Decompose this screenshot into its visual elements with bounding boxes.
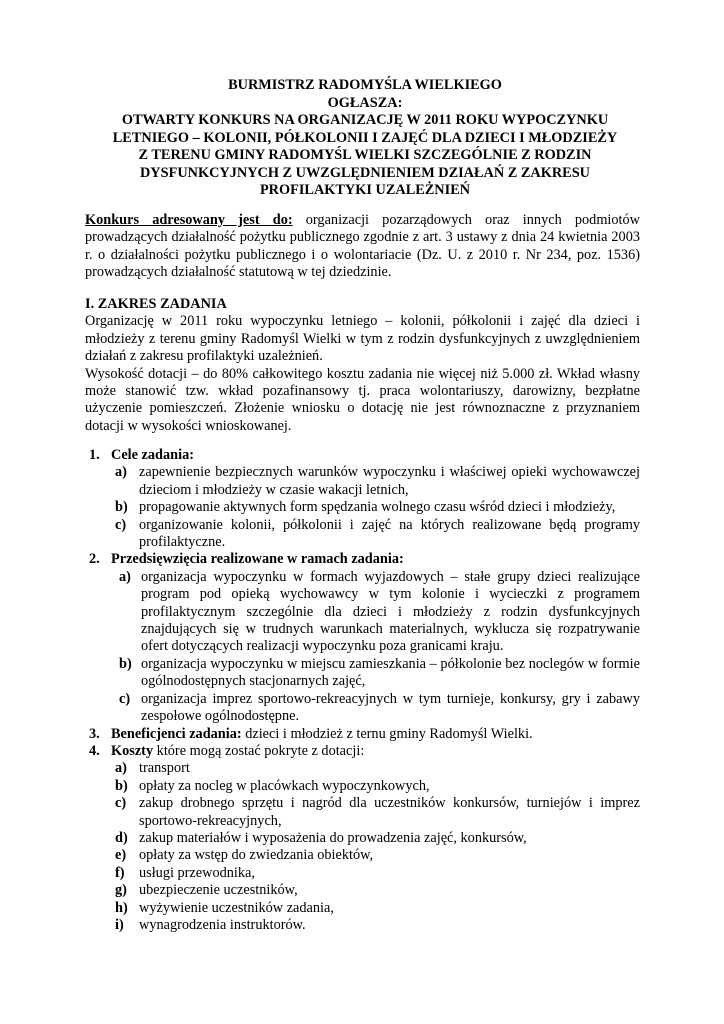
header-line: OGŁASZA: (327, 94, 403, 111)
sub-letter: c) (115, 516, 127, 533)
sub-letter: d) (115, 829, 128, 846)
sub-text: organizowanie kolonii, półkolonii i zajęć na których realizowane będą programy profilaktyczne. (139, 516, 640, 551)
sub-text: zakup materiałów i wyposażenia do prowadzenia zajęć, konkursów, (139, 829, 527, 846)
sub-text: wyżywienie uczestników zadania, (139, 899, 334, 916)
sub-text: zapewnienie bezpiecznych warunków wypoczynku i właściwej opieki wychowawczej dzieciom i młodzieży w czasie wakacji letnich, (139, 464, 640, 498)
sub-item (85, 464, 640, 499)
list-item-beneficiaries (85, 726, 640, 743)
sub-letter: c) (119, 690, 131, 707)
sub-letter: b) (119, 655, 132, 672)
sub-letter: a) (115, 464, 127, 481)
sub-item (85, 499, 640, 516)
item-text: dzieci i młodzież z ternu gminy Radomyśl Wielki. (241, 725, 533, 742)
sub-text: organizacja imprez sportowo-rekreacyjnych w tym turnieje, konkursy, gry i zabawy zespołowe ogólnodostępne. (141, 690, 640, 725)
sub-item (85, 830, 640, 847)
item-title: Beneficjenci zadania: (111, 725, 242, 742)
header-line: PROFILAKTYKI UZALEŻNIEŃ (259, 182, 471, 198)
sub-item (85, 517, 640, 552)
header-line: OTWARTY KONKURS NA ORGANIZACJĘ W 2011 ROKU WYPOCZYNKU (121, 112, 609, 128)
section-scope (85, 296, 640, 435)
item-number: 3. (89, 725, 100, 742)
sub-letter: c) (115, 795, 127, 812)
sub-item (85, 900, 640, 917)
sub-item (85, 882, 640, 899)
numbered-list (85, 447, 640, 934)
sub-letter: f) (115, 864, 125, 881)
sub-item (85, 795, 640, 830)
list-item-costs (85, 743, 640, 760)
sub-letter: g) (115, 882, 127, 899)
sub-item (85, 917, 640, 934)
sub-letter: a) (115, 760, 127, 777)
sub-letter: a) (119, 568, 131, 585)
sub-text: organizacja wypoczynku w formach wyjazdowych – stałe grupy dzieci realizujące program pod opieką wychowawcy w tym kolonie i wycieczki z programem profilaktycznym szczególnie dla dzieci i młodzieży z rodzin dysfunkcyjnych znajdujących się w trudnych warunkach materialnych, wyklucza się rozpatrywanie ofert dotyczących realizacji wypoczynku poza granicami kraju. (141, 568, 640, 655)
sub-text: usługi przewodnika, (139, 864, 255, 881)
sub-item (85, 691, 640, 726)
section-paragraph: Organizację w 2011 roku wypoczynku letniego – kolonii, półkolonii i zajęć dla dzieci i młodzieży z terenu gminy Radomyśl Wielki w tym z rodzin dysfunkcyjnych z uwzględnieniem działań z zakresu profilaktyki uzależnień. (85, 313, 640, 365)
item-title: Przedsięwzięcia realizowane w ramach zadania: (111, 551, 404, 568)
item-title: Cele zadania: (111, 447, 194, 463)
item-number: 4. (89, 742, 100, 759)
intro-paragraph (85, 212, 640, 282)
sub-item (85, 778, 640, 795)
sub-letter: b) (115, 499, 128, 516)
item-title: Koszty (111, 742, 154, 759)
intro-lead: Konkurs adresowany jest do: (85, 212, 293, 228)
sub-text: opłaty za wstęp do zwiedzania obiektów, (139, 847, 374, 864)
sub-text: opłaty za nocleg w placówkach wypoczynkowych, (139, 777, 430, 794)
section-paragraph: Wysokość dotacji – do 80% całkowitego kosztu zadania nie więcej niż 5.000 zł. Wkład własny może stanowić tzw. wkład pozafinansowy tj. praca wolontariuszy, darowizny, bezpłatne użyczenie pomieszczeń. Złożenie wniosku o dotację nie jest równoznaczne z przyznaniem dotacji w wysokości wnioskowanej. (85, 365, 640, 434)
item-number: 1. (89, 447, 100, 463)
header-line: Z TERENU GMINY RADOMYŚL WIELKI SZCZEGÓLNIE Z RODZIN (138, 147, 592, 163)
sub-text: organizacja wypoczynku w miejscu zamieszkania – półkolonie bez noclegów w formie ogólnodostępnych stacjonarnych zajęć, (141, 655, 640, 690)
header-line: DYSFUNKCYJNYCH Z UWZGLĘDNIENIEM DZIAŁAŃ Z ZAKRESU (139, 164, 590, 181)
list-item-activities (85, 551, 640, 568)
intro-text: organizacji pozarządowych oraz innych podmiotów prowadzących działalność pożytku publicznego zgodnie z art. 3 ustawy z dnia 24 kwietnia 2003 r. o działalności pożytku publicznego i o wolontariacie (Dz. U. z 2010 r. Nr 234, poz. 1536) prowadzących działalność statutową w tej dziedzinie. (85, 212, 641, 281)
sub-item (85, 569, 640, 656)
sub-letter: e) (115, 847, 127, 864)
sub-text: ubezpieczenie uczestników, (139, 882, 298, 899)
sub-text: wynagrodzenia instruktorów. (139, 916, 306, 933)
item-number: 2. (89, 551, 100, 568)
sub-text: zakup drobnego sprzętu i nagród dla uczestników konkursów, turniejów i imprez sportowo-rekreacyjnych, (139, 795, 640, 829)
sub-item (85, 865, 640, 882)
header-line: LETNIEGO – KOLONII, PÓŁKOLONII I ZAJĘĆ DLA DZIECI I MŁODZIEŻY (112, 129, 618, 146)
sub-item (85, 847, 640, 864)
sub-text: transport (139, 760, 190, 777)
header-line: BURMISTRZ RADOMYŚLA WIELKIEGO (228, 77, 502, 93)
sub-letter: i) (115, 916, 124, 933)
sub-item (85, 760, 640, 777)
sub-letter: b) (115, 777, 128, 794)
section-title: I. ZAKRES ZADANIA (85, 296, 227, 312)
item-text: które mogą zostać pokryte z dotacji: (153, 742, 365, 759)
list-item-goals (85, 447, 640, 464)
sub-letter: h) (115, 899, 128, 916)
sub-text: propagowanie aktywnych form spędzania wolnego czasu wśród dzieci i młodzieży, (139, 499, 616, 516)
sub-item (85, 656, 640, 691)
announcement-header (85, 77, 645, 200)
